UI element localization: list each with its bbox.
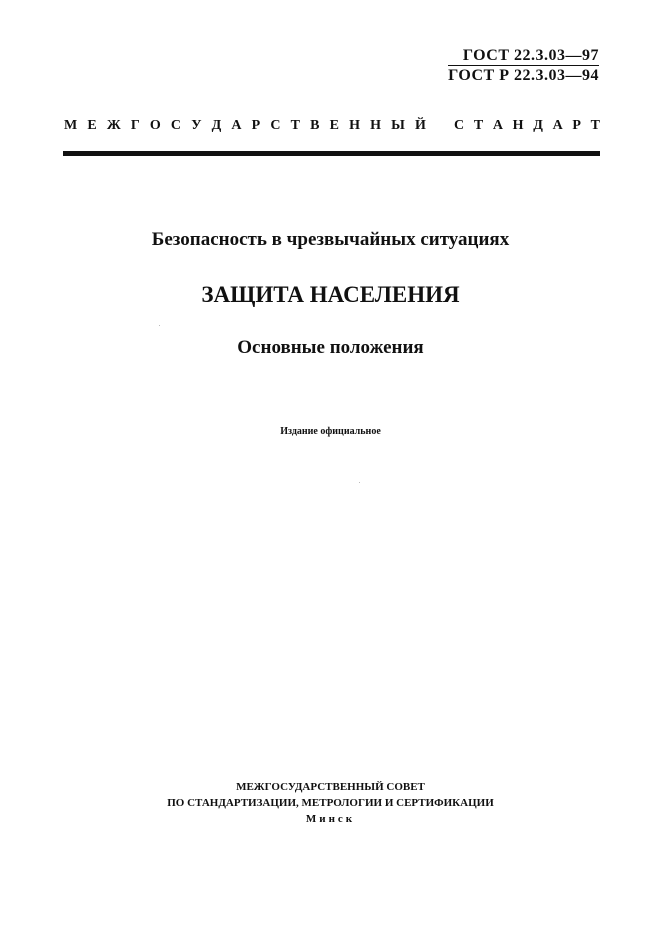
spaced-letter: Т	[590, 118, 600, 133]
spaced-letter: Т	[473, 118, 484, 133]
scan-speck	[359, 482, 360, 483]
publisher-city: Минск	[305, 813, 356, 825]
heading-rule	[63, 151, 600, 156]
spaced-letter: Е	[329, 118, 339, 133]
scan-speck	[159, 325, 160, 326]
spaced-letter: Г	[130, 118, 140, 133]
spaced-letter: А	[231, 118, 242, 133]
standard-type-word-standard	[454, 118, 600, 134]
spaced-letter: Н	[349, 118, 360, 133]
publisher-line-2: ПО СТАНДАРТИЗАЦИИ, МЕТРОЛОГИИ И СЕРТИФИКАЦИИ	[167, 797, 494, 809]
spaced-letter: О	[149, 118, 161, 133]
spaced-letter: Р	[251, 118, 261, 133]
document-title-topic: Безопасность в чрезвычайных ситуациях	[151, 229, 510, 250]
publisher-line-1: МЕЖГОСУДАРСТВЕННЫЙ СОВЕТ	[236, 781, 425, 793]
standard-codes	[448, 47, 599, 84]
document-title-subtitle: Основные положения	[237, 337, 424, 358]
spaced-letter: Т	[290, 118, 300, 133]
spaced-letter: С	[170, 118, 182, 133]
edition-note: Издание официальное	[280, 426, 381, 437]
document-title-main: ЗАЩИТА НАСЕЛЕНИЯ	[201, 282, 460, 307]
spaced-letter: В	[310, 118, 320, 133]
spaced-letter: Р	[572, 118, 581, 133]
standard-type-heading	[64, 118, 600, 134]
spaced-letter: С	[270, 118, 281, 133]
spaced-letter: М	[64, 118, 78, 133]
spaced-letter: Й	[415, 118, 426, 133]
spaced-letter: Ы	[391, 118, 405, 133]
standard-code-national: ГОСТ Р 22.3.03—94	[448, 67, 599, 84]
spaced-letter: Ж	[106, 118, 121, 133]
spaced-letter: Е	[87, 118, 97, 133]
spaced-letter: Н	[370, 118, 381, 133]
spaced-letter: С	[454, 118, 465, 133]
spaced-letter: А	[552, 118, 563, 133]
spaced-letter: У	[191, 118, 202, 133]
standard-type-word-interstate	[64, 118, 426, 134]
spaced-letter: Н	[512, 118, 524, 133]
publisher-block	[0, 779, 661, 827]
spaced-letter: Д	[211, 118, 222, 133]
spaced-letter: Д	[533, 118, 543, 133]
spaced-letter: А	[492, 118, 503, 133]
standard-code-interstate: ГОСТ 22.3.03—97	[448, 47, 599, 66]
